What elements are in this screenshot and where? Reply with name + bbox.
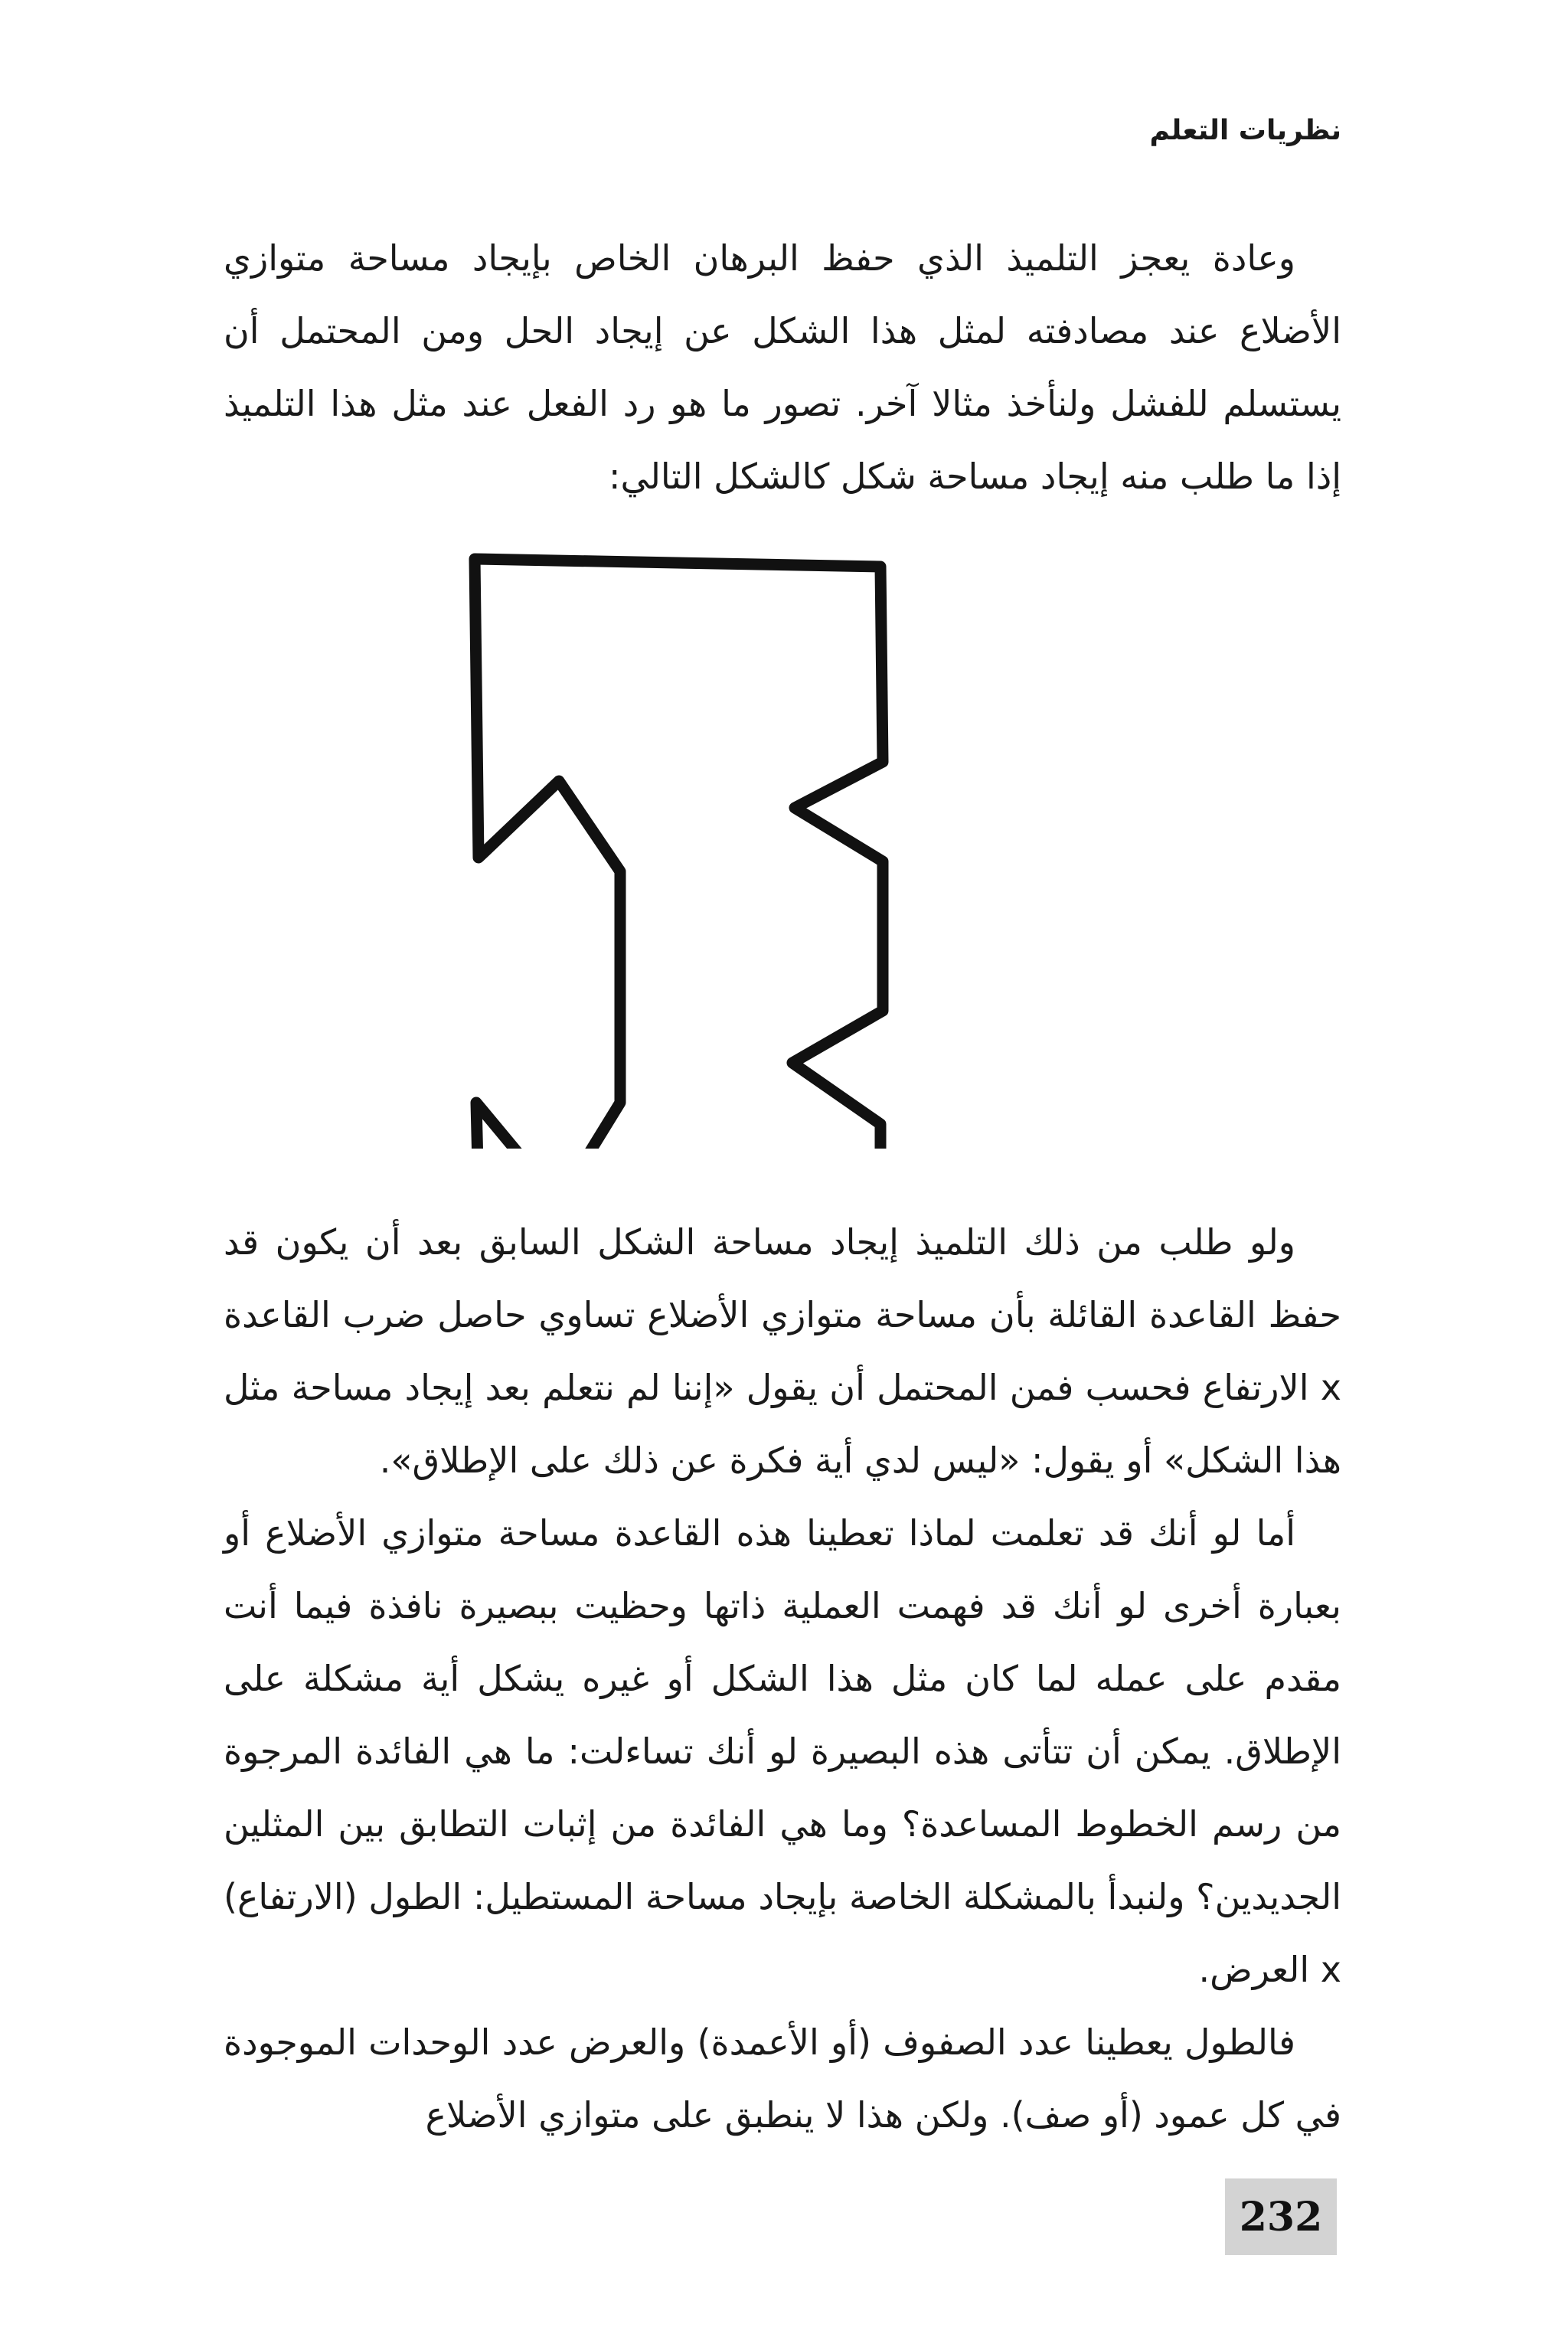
figure-outline	[479, 563, 1018, 1149]
cross-shape-outline	[475, 559, 883, 1149]
page-number-box	[1225, 2178, 1337, 2255]
geometric-figure	[452, 536, 1125, 1149]
paragraph: أما لو أنك قد تعلمت لماذا تعطينا هذه القاعدة مساحة متوازي الأضلاع أو بعبارة أخرى لو أنك قد فهمت العملية ذاتها وحظيت ببصيرة نافذة فيما أنت مقدم على عمله لما كان مثل هذا الشكل أو غيره يشكل أية مشكلة على الإطلاق. يمكن أن تتأتى هذه البصيرة لو أنك تساءلت: ما هي الفائدة المرجوة من رسم الخطوط المساعدة؟ وما هي الفائدة من إثبات التطابق بين المثلين الجديدين؟ ولنبدأ بالمشكلة الخاصة بإيجاد مساحة المستطيل: الطول (الارتفاع) x العرض.	[224, 1512, 1341, 1990]
paragraph: ولو طلب من ذلك التلميذ إيجاد مساحة الشكل السابق بعد أن يكون قد حفظ القاعدة القائلة بأن مساحة متوازي الأضلاع تساوي حاصل ضرب القاعدة x الارتفاع فحسب فمن المحتمل أن يقول «إننا لم نتعلم بعد إيجاد مساحة مثل هذا الشكل» أو يقول: «ليس لدي أية فكرة عن ذلك على الإطلاق».	[224, 1221, 1341, 1481]
page-number: 232	[1239, 2193, 1323, 2241]
paragraph: فالطول يعطينا عدد الصفوف (أو الأعمدة) والعرض عدد الوحدات الموجودة في كل عمود (أو صف). ولكن هذا لا ينطبق على متوازي الأضلاع	[224, 2022, 1341, 2136]
text-block-bottom	[224, 1206, 1341, 2152]
paragraph: وعادة يعجز التلميذ الذي حفظ البرهان الخاص بإيجاد مساحة متوازي الأضلاع عند مصادفته لمثل هذا الشكل عن إيجاد الحل ومن المحتمل أن يستسلم للفشل ولنأخذ مثالا آخر. تصور ما هو رد الفعل عند مثل هذا التلميذ إذا ما طلب منه إيجاد مساحة شكل كالشكل التالي:	[224, 237, 1341, 497]
running-header: نظريات التعلم	[1149, 115, 1341, 146]
text-block-top	[224, 222, 1341, 513]
